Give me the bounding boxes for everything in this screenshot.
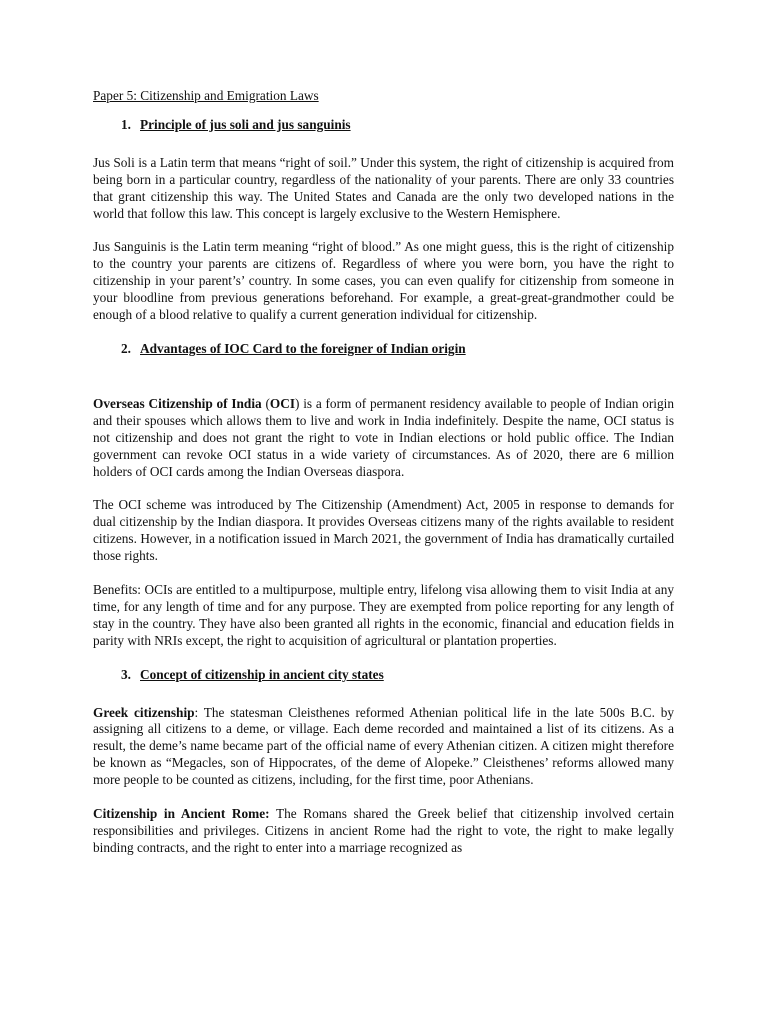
oci-intro-text: ) is a form of permanent residency available to people of Indian origin and their spouses which allows them to live and work in India indefinitely. Despite the name, OCI status is not citizenship and does not grant the right to vote in Indian elections or hold public office. The Indian government can revoke OCI status in a wide variety of circumstances. As of 2020, there are 6 million holders of OCI cards among the Indian Overseas diaspora.	[93, 395, 674, 479]
paragraph-greek-citizenship	[93, 705, 674, 790]
rome-text: The Romans shared the Greek belief that citizenship involved certain responsibilities and privileges. Citizens in ancient Rome had the right to vote, the right to make legally binding contracts, and the right to enter into a marriage recognized as	[93, 806, 674, 855]
section-heading-3	[93, 667, 674, 684]
document-title: Paper 5: Citizenship and Emigration Laws	[93, 88, 319, 103]
paragraph-oci-benefits: Benefits: OCIs are entitled to a multipurpose, multiple entry, lifelong visa allowing them to visit India at any time, for any length of time and for any purpose. They are exempted from police reporting for any length of stay in the country. They have also been granted all rights in the economic, financial and education fields in parity with NRIs except, the right to acquisition of agricultural or plantation properties.	[93, 582, 674, 648]
paragraph-jus-sanguinis: Jus Sanguinis is the Latin term meaning “right of blood.” As one might guess, this is the right of citizenship to the country your parents are citizens of. Regardless of where you were born, you have the right to citizenship in your parent’s’ country. In some cases, you can even qualify for citizenship from someone in your bloodline from previous generations beforehand. For example, a great-great-grandmother could be enough of a blood relative to qualify a current generation individual for citizenship.	[93, 239, 674, 323]
document-page	[93, 88, 674, 874]
greek-term: Greek citizenship	[93, 704, 195, 720]
section-title: Principle of jus soli and jus sanguinis	[140, 116, 351, 132]
paragraph-oci-intro	[93, 396, 674, 481]
rome-term: Citizenship in Ancient Rome:	[93, 806, 270, 822]
blank-line	[93, 379, 674, 396]
section-heading-1	[93, 117, 674, 134]
oci-paren: (	[261, 395, 270, 411]
paragraph-oci-scheme: The OCI scheme was introduced by The Citizenship (Amendment) Act, 2005 in response to demands for dual citizenship by the Indian diaspora. It provides Overseas citizens many of the rights available to resident citizens. However, in a notification issued in March 2021, the government of India has dramatically curtailed those rights.	[93, 497, 674, 564]
section-number: 2.	[121, 340, 131, 356]
greek-text: : The statesman Cleisthenes reformed Athenian political life in the late 500s B.C. by assigning all citizens to a deme, or village. Each deme recorded and maintained a list of its citizens. As a result, the deme’s name became part of the official name of every Athenian citizen. A citizen might therefore be known as “Megacles, son of Hippocrates, of the deme of Alopeke.” Cleisthenes’ reforms allowed many more people to be counted as citizens, including, for the first time, poor Athenians.	[93, 704, 674, 788]
section-number: 1.	[121, 116, 131, 132]
paragraph-jus-soli: Jus Soli is a Latin term that means “right of soil.” Under this system, the right of citizenship is acquired from being born in a particular country, regardless of the nationality of your parents. There are only 33 countries that grant citizenship this way. The United States and Canada are the only two developed nations in the world that follow this law. This concept is largely exclusive to the Western Hemisphere.	[93, 154, 674, 221]
oci-term: Overseas Citizenship of India	[93, 395, 262, 411]
paragraph-rome-citizenship	[93, 806, 674, 857]
oci-abbr: OCI	[269, 395, 295, 411]
section-title: Advantages of IOC Card to the foreigner of Indian origin	[140, 340, 466, 356]
section-title: Concept of citizenship in ancient city states	[140, 666, 384, 682]
section-heading-2	[93, 341, 674, 358]
section-number: 3.	[121, 666, 131, 682]
